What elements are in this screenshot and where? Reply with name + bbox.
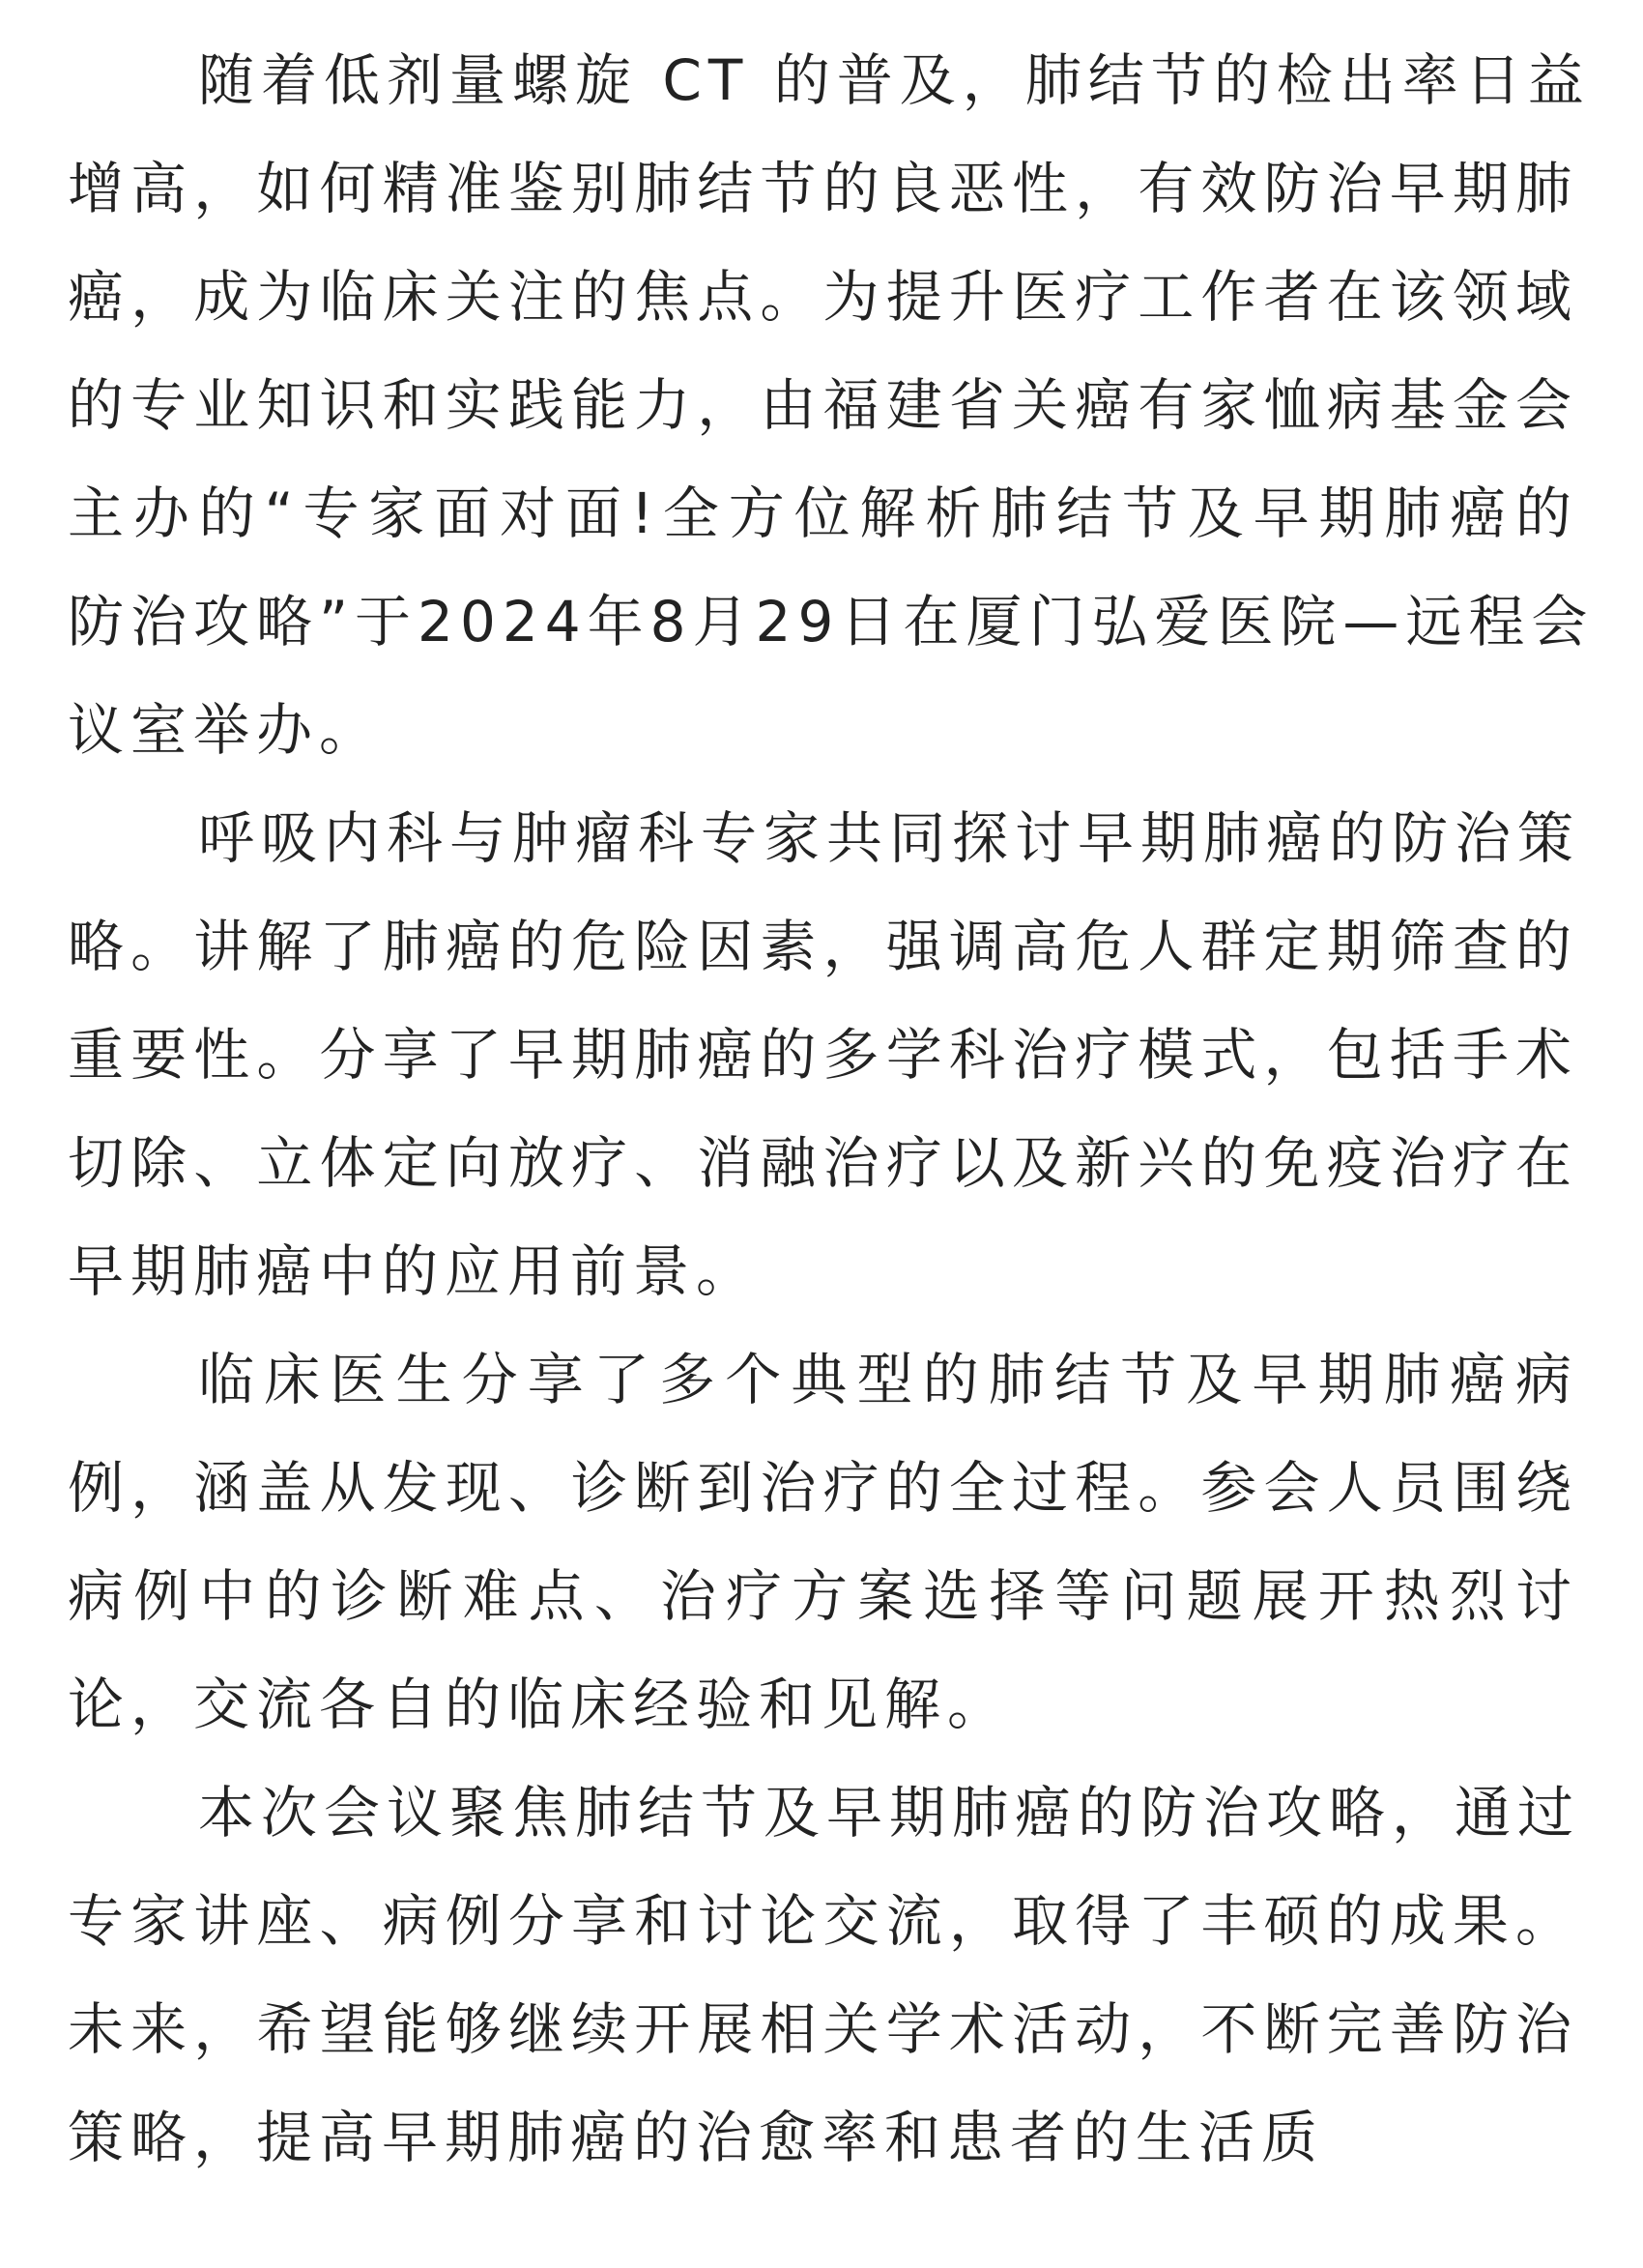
paragraph-line: 本次会议聚焦肺结节及早期肺癌的防治攻略，通过 (198, 1780, 1581, 1846)
paragraph-line: 略。讲解了肺癌的危险因素，强调高危人群定期筛查的 (68, 914, 1578, 979)
paragraph-line: 切除、立体定向放疗、消融治疗以及新兴的免疫治疗在 (68, 1130, 1578, 1196)
paragraph-line: 的专业知识和实践能力，由福建省关癌有家恤病基金会 (68, 372, 1578, 438)
paragraph-line: 增高，如何精准鉴别肺结节的良恶性，有效防治早期肺 (68, 156, 1578, 221)
paragraph-line: 癌，成为临床关注的焦点。为提升医疗工作者在该领域 (68, 264, 1578, 330)
paragraph-line: 议室举办。 (68, 697, 383, 763)
paragraph-line: 例，涵盖从发现、诊断到治疗的全过程。参会人员围绕 (68, 1455, 1578, 1521)
paragraph-line: 论，交流各自的临床经验和见解。 (68, 1672, 1011, 1737)
paragraph-line: 专家讲座、病例分享和讨论交流，取得了丰硕的成果。 (68, 1888, 1578, 1954)
paragraph-line: 策略，提高早期肺癌的治愈率和患者的生活质 (68, 2105, 1325, 2170)
paragraph-line: 重要性。分享了早期肺癌的多学科治疗模式，包括手术 (68, 1022, 1578, 1088)
paragraph-line: 临床医生分享了多个典型的肺结节及早期肺癌病 (198, 1347, 1578, 1412)
paragraph-line: 防治攻略”于2024年8月29日在厦门弘爱医院—远程会 (68, 589, 1595, 654)
paragraph-line: 早期肺癌中的应用前景。 (68, 1238, 760, 1304)
paragraph-line: 未来，希望能够继续开展相关学术活动，不断完善防治 (68, 1996, 1578, 2062)
paragraph-line: 病例中的诊断难点、治疗方案选择等问题展开热烈讨 (68, 1563, 1578, 1629)
paragraph-line: 呼吸内科与肿瘤科专家共同探讨早期肺癌的防治策 (198, 805, 1581, 871)
paragraph-line: 随着低剂量螺旋 CT 的普及，肺结节的检出率日益 (198, 47, 1591, 113)
paragraph-line: 主办的“专家面对面!全方位解析肺结节及早期肺癌的 (68, 480, 1578, 546)
